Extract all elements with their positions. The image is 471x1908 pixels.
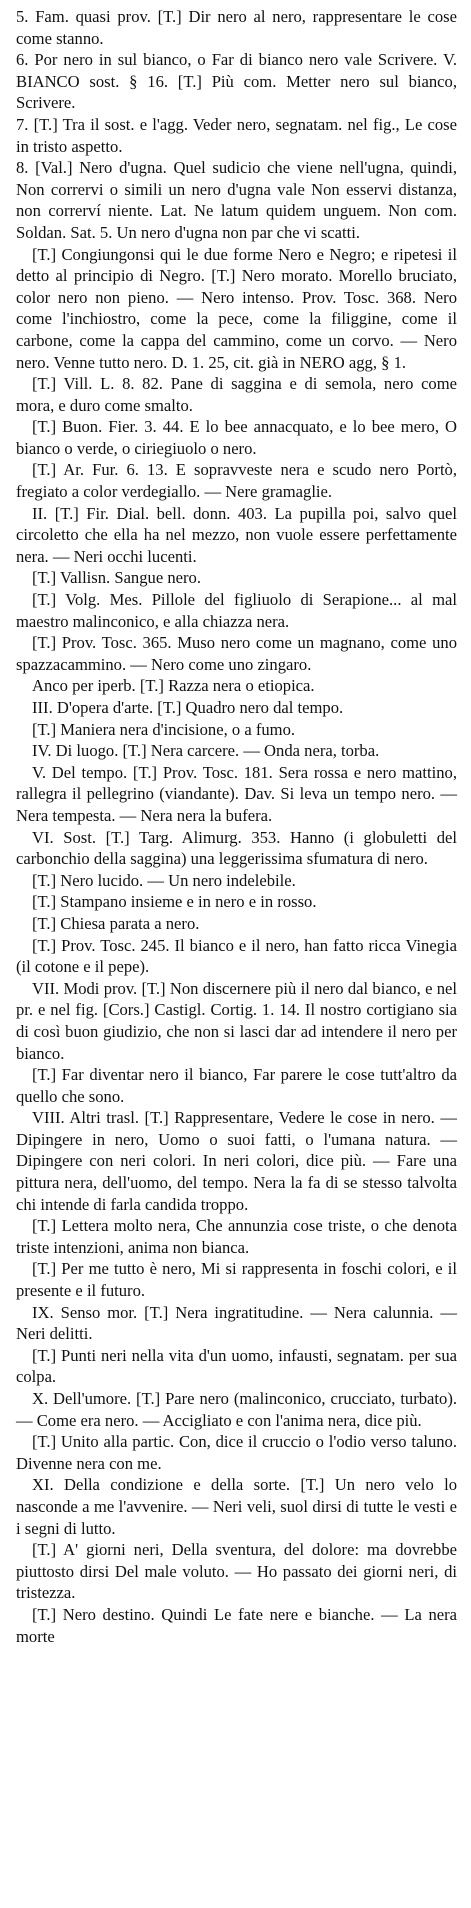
paragraph-iperb: Anco per iperb. [T.] Razza nera o etiopica. [32,676,315,696]
section-viii: VIII. Altri trasl. [T.] Rappresentare, Vedere le cose in nero. — Dipingere in nero, Uomo o suoi fatti, o l'umana natura. — Dipingere con neri colori. In neri colori, dice più. — Fare una pittura nera, dell'uomo, del tempo. Nera la fa di se stesso talvolta chi intende di farla candida troppo. [16,1108,457,1214]
section-ix: IX. Senso mor. [T.] Nera ingratitudine. — Nera calunnia. — Neri delitti. [16,1302,457,1344]
entry-7: 7. [T.] Tra il sost. e l'agg. Veder nero, segnatam. nel fig., Le cose in tristo aspetto. [16,114,457,156]
section-ii: II. [T.] Fir. Dial. bell. donn. 403. La pupilla poi, salvo quel circoletto che ella ha nel mezzo, non vuole essere perfettamente nera. — Neri occhi lucenti. [16,503,457,566]
section-xi: XI. Della condizione e della sorte. [T.] Un nero velo lo nasconde a me l'avvenire. — Neri veli, suol dirsi di tutte le vesti e i segni di lutto. [16,1475,457,1538]
section-iii: III. D'opera d'arte. [T.] Quadro nero dal tempo. [32,698,344,717]
paragraph-nero-destino: [T.] Nero destino. Quindi Le fate nere e bianche. — La nera morte [16,1604,457,1646]
paragraph-ar-fur: [T.] Ar. Fur. 6. 13. E sopravveste nera e scudo nero Portò, fregiato a color verdegiallo. — Nere gramaglie. [16,460,457,502]
paragraph-vill: [T.] Vill. L. 8. 82. Pane di saggina e di semola, nero come mora, e duro come smalto. [16,374,457,415]
paragraph-vallisn: [T.] Vallisn. Sangue nero. [32,568,201,588]
paragraph-prov-365: [T.] Prov. Tosc. 365. Muso nero come un magnano, come uno spazzacammino. — Nero come uno zingaro. [16,633,457,674]
section-vii: VII. Modi prov. [T.] Non discernere più il nero dal bianco, e nel pr. e nel fig. [Cors.] Castigl. Cortig. 1. 14. Il nostro cortigiano sia di così buon giudizio, che non si lasci dar ad intendere il nero per bianco. [16,978,457,1063]
section-v: V. Del tempo. [T.] Prov. Tosc. 181. Sera rossa e nero mattino, rallegra il pellegrino (viandante). Dav. Si leva un tempo nero. — Nera tempesta. — Nera nera la bufera. [16,762,457,825]
entry-8: 8. [Val.] Nero d'ugna. Quel sudicio che viene nell'ugna, quindi, Non corrervi o simili un nero d'ugna vale Non esservi distanza, non correrví niente. Lat. Ne latum quidem unguem. Non com. Soldan. Sat. 5. Un nero d'ugna non par che vi scatti. [16,158,457,242]
paragraph-nero-negro: [T.] Congiungonsi qui le due forme Nero e Negro; e ripetesi il detto al principio di Negro. [T.] Nero morato. Morello bruciato, color nero non pieno. — Nero intenso. Prov. Tosc. 368. Nero come l'inchiostro, come la pece, come la filiggine, come il carbone, come la cappa del cammino, come un corvo. — Nero nero. Venne tutto nero. D. 1. 25, cit. già in NERO agg, § 1. [16,244,457,372]
paragraph-stampano: [T.] Stampano insieme e in nero e in rosso. [32,892,317,912]
paragraph-per-me: [T.] Per me tutto è nero, Mi si rappresenta in foschi colori, e il presente e il futuro. [16,1259,457,1301]
section-x: X. Dell'umore. [T.] Pare nero (malinconico, crucciato, turbato). — Come era nero. — Accigliato e con l'anima nera, dice più. [16,1389,457,1430]
entry-6: 6. Por nero in sul bianco, o Far di bianco nero vale Scrivere. V. BIANCO sost. § 16. [T.] Più com. Metter nero sul bianco, Scrivere. [16,50,457,113]
paragraph-lettera: [T.] Lettera molto nera, Che annunzia cose triste, o che denota triste intenzioni, anima non bianca. [16,1216,457,1257]
paragraph-giorni-neri: [T.] A' giorni neri, Della sventura, del dolore: ma dovrebbe piuttosto dirsi Del male voluto. — Ho passato dei giorni neri, di tristezza. [16,1540,457,1603]
paragraph-maniera-nera: [T.] Maniera nera d'incisione, o a fumo. [32,719,296,739]
paragraph-punti-neri: [T.] Punti neri nella vita d'un uomo, infausti, segnatam. per sua colpa. [16,1345,457,1387]
section-vi: VI. Sost. [T.] Targ. Alimurg. 353. Hanno (i globuletti del carbonchio della saggina) una leggerissima sfumatura di nero. [16,827,457,869]
paragraph-far-diventar: [T.] Far diventar nero il bianco, Far parere le cose tutt'altro da quello che sono. [16,1065,457,1106]
section-iv: IV. Di luogo. [T.] Nera carcere. — Onda nera, torba. [32,741,380,761]
paragraph-buon: [T.] Buon. Fier. 3. 44. E lo bee annacquato, e lo bee mero, O bianco o verde, o ciriegiuolo o nero. [16,417,457,458]
paragraph-unito: [T.] Unito alla partic. Con, dice il cruccio o l'odio verso taluno. Divenne nera con me. [16,1432,457,1473]
entry-5: 5. Fam. quasi prov. [T.] Dir nero al nero, rappresentare le cose come stanno. [16,7,457,48]
paragraph-prov-245: [T.] Prov. Tosc. 245. Il bianco e il nero, han fatto ricca Vinegia (il cotone e il pepe). [16,935,457,977]
paragraph-nero-lucido: [T.] Nero lucido. — Un nero indelebile. [32,870,296,890]
paragraph-chiesa: [T.] Chiesa parata a nero. [32,913,200,933]
paragraph-volg-mes: [T.] Volg. Mes. Pillole del figliuolo di Serapione... al mal maestro malinconico, e alla chiazza nera. [16,590,457,631]
